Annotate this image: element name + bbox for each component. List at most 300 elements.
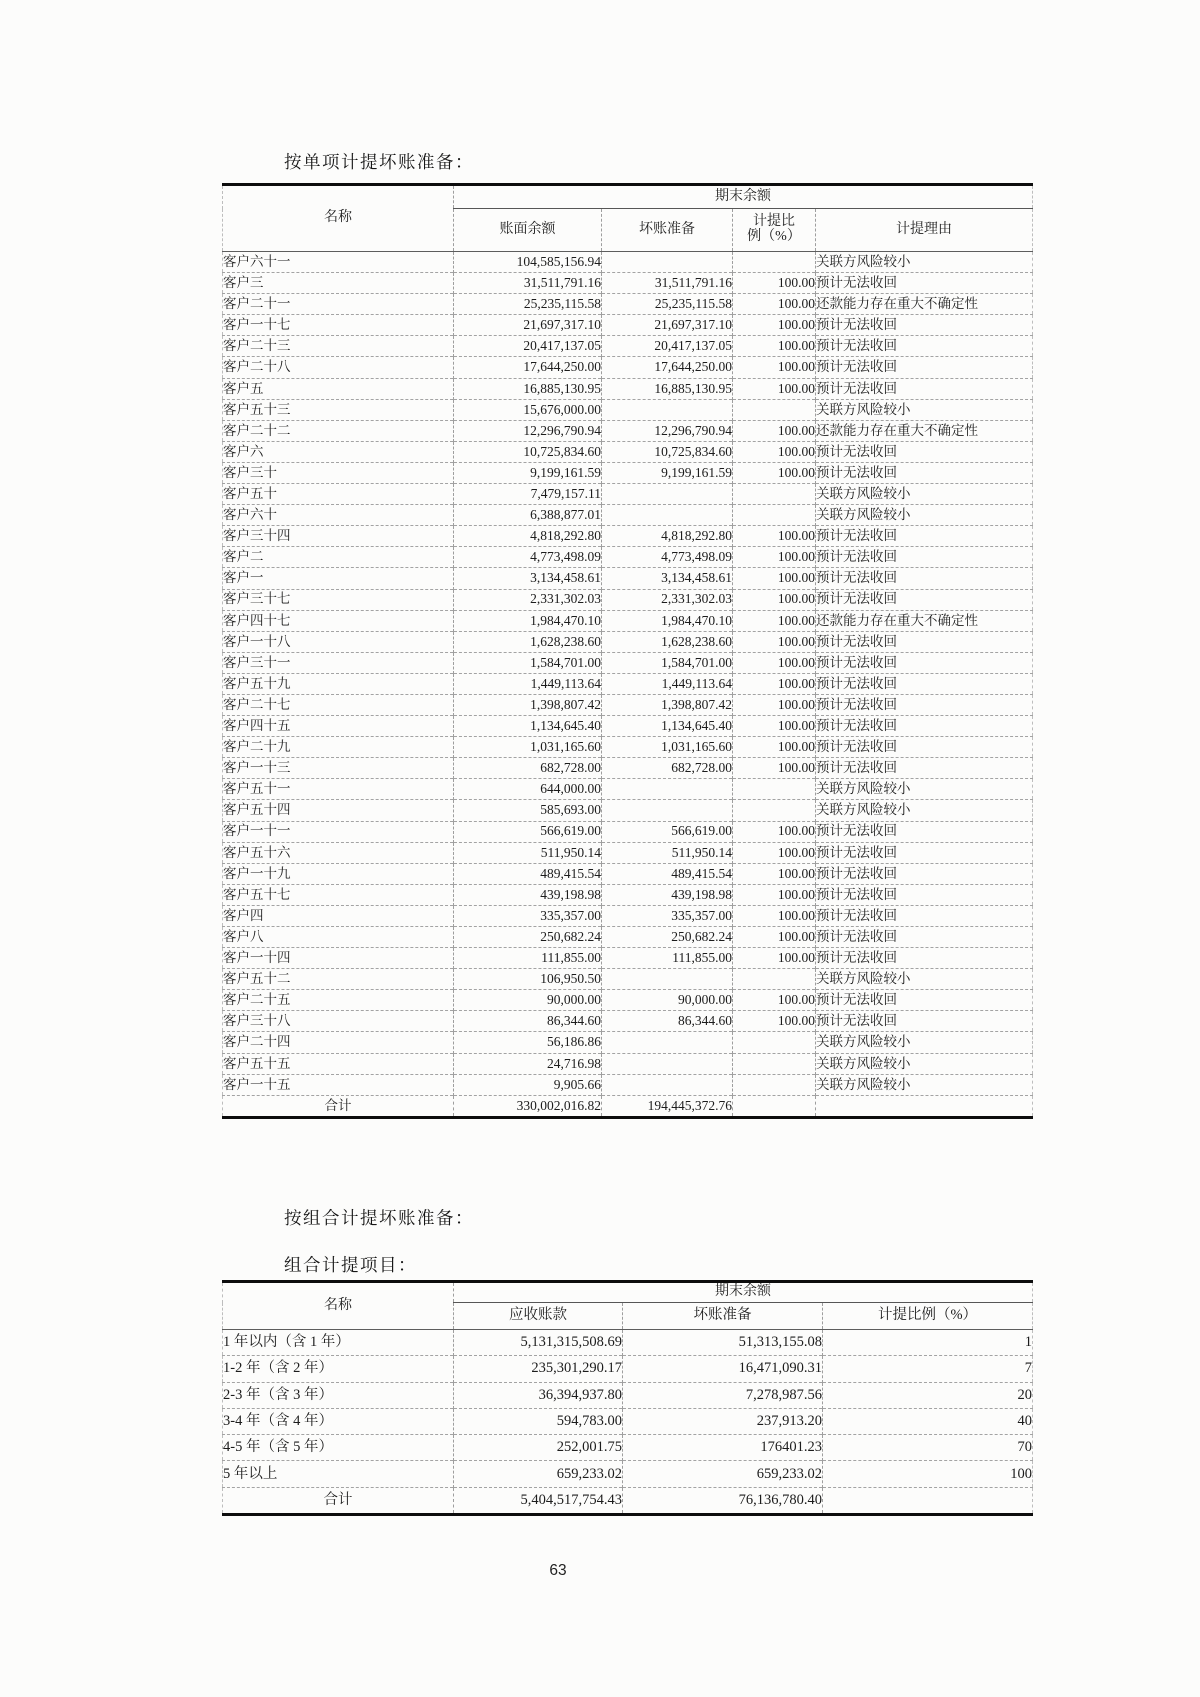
book-balance-cell: 3,134,458.61 bbox=[454, 568, 602, 589]
accounts-receivable-cell: 594,783.00 bbox=[454, 1408, 623, 1434]
bad-debt-provision-cell: 7,278,987.56 bbox=[623, 1382, 823, 1408]
provision-ratio-cell: 100.00 bbox=[733, 378, 816, 399]
provision-reason-cell: 预计无法收回 bbox=[816, 526, 1033, 547]
customer-name-cell: 客户二十五 bbox=[223, 990, 454, 1011]
table-row bbox=[223, 589, 1033, 610]
table-row bbox=[223, 969, 1033, 990]
table-row bbox=[223, 1408, 1033, 1434]
provision-reason-cell: 预计无法收回 bbox=[816, 336, 1033, 357]
table-row bbox=[223, 273, 1033, 294]
bad-debt-provision-cell: 1,628,238.60 bbox=[602, 631, 733, 652]
customer-name-cell: 客户五十三 bbox=[223, 399, 454, 420]
table-row bbox=[223, 863, 1033, 884]
section2-heading: 按组合计提坏账准备： bbox=[284, 1208, 474, 1228]
provision-ratio-cell: 100.00 bbox=[733, 420, 816, 441]
bad-debt-provision-cell: 1,398,807.42 bbox=[602, 694, 733, 715]
col-header-bad-debt: 坏账准备 bbox=[602, 209, 733, 252]
provision-reason-cell: 预计无法收回 bbox=[816, 990, 1033, 1011]
aging-bucket-cell: 4-5 年（含 5 年） bbox=[223, 1435, 454, 1461]
provision-ratio-cell: 100.00 bbox=[733, 526, 816, 547]
provision-reason-cell: 关联方风险较小 bbox=[816, 484, 1033, 505]
table-row bbox=[223, 694, 1033, 715]
customer-name-cell: 客户四十五 bbox=[223, 716, 454, 737]
bad-debt-provision-cell: 12,296,790.94 bbox=[602, 420, 733, 441]
book-balance-cell: 111,855.00 bbox=[454, 948, 602, 969]
provision-ratio-cell: 100.00 bbox=[733, 589, 816, 610]
provision-reason-cell: 预计无法收回 bbox=[816, 568, 1033, 589]
table2-total-row bbox=[223, 1487, 1033, 1514]
table-row bbox=[223, 948, 1033, 969]
table-row bbox=[223, 884, 1033, 905]
book-balance-cell: 1,628,238.60 bbox=[454, 631, 602, 652]
provision-reason-cell: 预计无法收回 bbox=[816, 863, 1033, 884]
provision-reason-cell: 还款能力存在重大不确定性 bbox=[816, 294, 1033, 315]
table-row bbox=[223, 990, 1033, 1011]
customer-name-cell: 客户六十 bbox=[223, 505, 454, 526]
customer-name-cell: 客户五 bbox=[223, 378, 454, 399]
bad-debt-provision-cell: 1,031,165.60 bbox=[602, 737, 733, 758]
provision-reason-cell: 预计无法收回 bbox=[816, 462, 1033, 483]
provision-ratio-cell: 100.00 bbox=[733, 294, 816, 315]
aging-bucket-cell: 1-2 年（含 2 年） bbox=[223, 1356, 454, 1382]
table-row bbox=[223, 758, 1033, 779]
provision-ratio-cell: 100.00 bbox=[733, 694, 816, 715]
customer-name-cell: 客户二 bbox=[223, 547, 454, 568]
bad-debt-provision-cell: 1,449,113.64 bbox=[602, 673, 733, 694]
table-row bbox=[223, 484, 1033, 505]
provision-reason-cell: 预计无法收回 bbox=[816, 357, 1033, 378]
provision-reason-cell: 预计无法收回 bbox=[816, 737, 1033, 758]
provision-reason-cell: 预计无法收回 bbox=[816, 716, 1033, 737]
provision-ratio-cell bbox=[733, 252, 816, 273]
provision-ratio-cell: 100 bbox=[823, 1461, 1033, 1487]
provision-ratio-cell: 100.00 bbox=[733, 716, 816, 737]
bad-debt-provision-cell: 9,199,161.59 bbox=[602, 462, 733, 483]
provision-reason-cell: 预计无法收回 bbox=[816, 547, 1033, 568]
customer-name-cell: 客户三 bbox=[223, 273, 454, 294]
book-balance-cell: 25,235,115.58 bbox=[454, 294, 602, 315]
col-header-book-balance: 账面余额 bbox=[454, 209, 602, 252]
provision-reason-cell: 预计无法收回 bbox=[816, 652, 1033, 673]
provision-ratio-cell: 100.00 bbox=[733, 357, 816, 378]
customer-name-cell: 客户二十七 bbox=[223, 694, 454, 715]
book-balance-cell: 15,676,000.00 bbox=[454, 399, 602, 420]
provision-ratio-cell: 100.00 bbox=[733, 610, 816, 631]
customer-name-cell: 客户二十九 bbox=[223, 737, 454, 758]
book-balance-cell: 644,000.00 bbox=[454, 779, 602, 800]
book-balance-cell: 12,296,790.94 bbox=[454, 420, 602, 441]
book-balance-cell: 104,585,156.94 bbox=[454, 252, 602, 273]
total-label-cell: 合计 bbox=[223, 1095, 454, 1117]
book-balance-cell: 489,415.54 bbox=[454, 863, 602, 884]
customer-name-cell: 客户一十八 bbox=[223, 631, 454, 652]
provision-ratio-cell: 100.00 bbox=[733, 884, 816, 905]
provision-reason-cell: 预计无法收回 bbox=[816, 884, 1033, 905]
bad-debt-provision-cell: 566,619.00 bbox=[602, 821, 733, 842]
customer-name-cell: 客户五十七 bbox=[223, 884, 454, 905]
provision-reason-cell: 预计无法收回 bbox=[816, 905, 1033, 926]
customer-name-cell: 客户二十三 bbox=[223, 336, 454, 357]
table-row bbox=[223, 399, 1033, 420]
col-header-provision-reason: 计提理由 bbox=[816, 209, 1033, 252]
bad-debt-provision-cell: 250,682.24 bbox=[602, 927, 733, 948]
provision-reason-cell: 预计无法收回 bbox=[816, 758, 1033, 779]
table-row bbox=[223, 1074, 1033, 1095]
provision-ratio-cell bbox=[733, 1074, 816, 1095]
bad-debt-provision-cell: 1,584,701.00 bbox=[602, 652, 733, 673]
table-row bbox=[223, 462, 1033, 483]
table-row bbox=[223, 737, 1033, 758]
bad-debt-provision-cell: 176401.23 bbox=[623, 1435, 823, 1461]
table-row bbox=[223, 821, 1033, 842]
table-row bbox=[223, 568, 1033, 589]
book-balance-cell: 250,682.24 bbox=[454, 927, 602, 948]
table-row bbox=[223, 1330, 1033, 1356]
bad-debt-provision-cell bbox=[602, 1074, 733, 1095]
provision-ratio-cell bbox=[733, 399, 816, 420]
book-balance-cell: 20,417,137.05 bbox=[454, 336, 602, 357]
customer-name-cell: 客户二十一 bbox=[223, 294, 454, 315]
aging-bucket-cell: 3-4 年（含 4 年） bbox=[223, 1408, 454, 1434]
provision-reason-cell: 预计无法收回 bbox=[816, 589, 1033, 610]
provision-reason-cell: 预计无法收回 bbox=[816, 631, 1033, 652]
customer-name-cell: 客户三十七 bbox=[223, 589, 454, 610]
provision-ratio-cell: 100.00 bbox=[733, 905, 816, 926]
customer-name-cell: 客户二十四 bbox=[223, 1032, 454, 1053]
table-row bbox=[223, 1382, 1033, 1408]
bad-debt-provision-cell: 10,725,834.60 bbox=[602, 441, 733, 462]
aging-bucket-cell: 2-3 年（含 3 年） bbox=[223, 1382, 454, 1408]
book-balance-cell: 335,357.00 bbox=[454, 905, 602, 926]
provision-reason-cell: 预计无法收回 bbox=[816, 927, 1033, 948]
book-balance-cell: 86,344.60 bbox=[454, 1011, 602, 1032]
total-receivable-cell: 5,404,517,754.43 bbox=[454, 1487, 623, 1514]
customer-name-cell: 客户五十五 bbox=[223, 1053, 454, 1074]
total-bad-debt-cell2: 76,136,780.40 bbox=[623, 1487, 823, 1514]
table-row bbox=[223, 336, 1033, 357]
table-row bbox=[223, 526, 1033, 547]
portfolio-provision-table bbox=[222, 1280, 1033, 1516]
provision-reason-cell: 预计无法收回 bbox=[816, 821, 1033, 842]
customer-name-cell: 客户八 bbox=[223, 927, 454, 948]
provision-ratio-cell: 100.00 bbox=[733, 631, 816, 652]
customer-name-cell: 客户三十一 bbox=[223, 652, 454, 673]
customer-name-cell: 客户三十四 bbox=[223, 526, 454, 547]
provision-reason-cell: 关联方风险较小 bbox=[816, 969, 1033, 990]
table-row bbox=[223, 357, 1033, 378]
customer-name-cell: 客户一十九 bbox=[223, 863, 454, 884]
col-header-provision-ratio bbox=[733, 209, 816, 252]
total-book-balance-cell: 330,002,016.82 bbox=[454, 1095, 602, 1117]
customer-name-cell: 客户二十八 bbox=[223, 357, 454, 378]
provision-reason-cell: 预计无法收回 bbox=[816, 842, 1033, 863]
provision-reason-cell: 预计无法收回 bbox=[816, 1011, 1033, 1032]
table-row bbox=[223, 505, 1033, 526]
customer-name-cell: 客户五十九 bbox=[223, 673, 454, 694]
table-row bbox=[223, 610, 1033, 631]
bad-debt-provision-cell: 16,471,090.31 bbox=[623, 1356, 823, 1382]
provision-ratio-cell: 100.00 bbox=[733, 547, 816, 568]
provision-reason-cell: 关联方风险较小 bbox=[816, 505, 1033, 526]
book-balance-cell: 21,697,317.10 bbox=[454, 315, 602, 336]
provision-ratio-cell bbox=[733, 484, 816, 505]
bad-debt-provision-cell: 1,984,470.10 bbox=[602, 610, 733, 631]
provision-reason-cell: 还款能力存在重大不确定性 bbox=[816, 610, 1033, 631]
table-row bbox=[223, 1356, 1033, 1382]
book-balance-cell: 90,000.00 bbox=[454, 990, 602, 1011]
provision-reason-cell: 关联方风险较小 bbox=[816, 1053, 1033, 1074]
book-balance-cell: 7,479,157.11 bbox=[454, 484, 602, 505]
bad-debt-provision-cell bbox=[602, 800, 733, 821]
customer-name-cell: 客户三十 bbox=[223, 462, 454, 483]
aging-bucket-cell: 5 年以上 bbox=[223, 1461, 454, 1487]
provision-ratio-cell: 100.00 bbox=[733, 568, 816, 589]
col-header-period-balance: 期末余额 bbox=[454, 185, 1033, 209]
bad-debt-provision-cell: 31,511,791.16 bbox=[602, 273, 733, 294]
bad-debt-provision-cell: 4,773,498.09 bbox=[602, 547, 733, 568]
customer-name-cell: 客户四 bbox=[223, 905, 454, 926]
table-row bbox=[223, 716, 1033, 737]
bad-debt-provision-cell: 2,331,302.03 bbox=[602, 589, 733, 610]
customer-name-cell: 客户一十三 bbox=[223, 758, 454, 779]
book-balance-cell: 4,773,498.09 bbox=[454, 547, 602, 568]
bad-debt-provision-cell bbox=[602, 969, 733, 990]
provision-reason-cell: 关联方风险较小 bbox=[816, 399, 1033, 420]
book-balance-cell: 16,885,130.95 bbox=[454, 378, 602, 399]
table-row bbox=[223, 779, 1033, 800]
bad-debt-provision-cell: 682,728.00 bbox=[602, 758, 733, 779]
book-balance-cell: 585,693.00 bbox=[454, 800, 602, 821]
table-row bbox=[223, 1461, 1033, 1487]
provision-ratio-cell: 100.00 bbox=[733, 441, 816, 462]
table-row bbox=[223, 927, 1033, 948]
provision-ratio-cell: 100.00 bbox=[733, 990, 816, 1011]
bad-debt-provision-cell: 20,417,137.05 bbox=[602, 336, 733, 357]
section1-heading: 按单项计提坏账准备： bbox=[284, 152, 474, 172]
table-row bbox=[223, 1011, 1033, 1032]
provision-ratio-cell: 100.00 bbox=[733, 737, 816, 758]
provision-reason-cell: 关联方风险较小 bbox=[816, 800, 1033, 821]
table-row bbox=[223, 441, 1033, 462]
total-ratio-cell bbox=[733, 1095, 816, 1117]
provision-reason-cell: 关联方风险较小 bbox=[816, 1032, 1033, 1053]
table1-total-row bbox=[223, 1095, 1033, 1117]
book-balance-cell: 2,331,302.03 bbox=[454, 589, 602, 610]
bad-debt-provision-cell: 16,885,130.95 bbox=[602, 378, 733, 399]
provision-ratio-cell: 100.00 bbox=[733, 315, 816, 336]
table1-body bbox=[223, 252, 1033, 1096]
bad-debt-provision-cell bbox=[602, 505, 733, 526]
customer-name-cell: 客户一十一 bbox=[223, 821, 454, 842]
table-row bbox=[223, 294, 1033, 315]
book-balance-cell: 106,950.50 bbox=[454, 969, 602, 990]
provision-reason-cell: 预计无法收回 bbox=[816, 673, 1033, 694]
provision-ratio-cell: 100.00 bbox=[733, 842, 816, 863]
customer-name-cell: 客户六十一 bbox=[223, 252, 454, 273]
book-balance-cell: 4,818,292.80 bbox=[454, 526, 602, 547]
book-balance-cell: 1,031,165.60 bbox=[454, 737, 602, 758]
bad-debt-provision-cell bbox=[602, 399, 733, 420]
col-header-name: 名称 bbox=[324, 210, 352, 226]
book-balance-cell: 1,134,645.40 bbox=[454, 716, 602, 737]
provision-reason-cell: 预计无法收回 bbox=[816, 315, 1033, 336]
page-number: 63 bbox=[549, 1562, 567, 1579]
bad-debt-provision-cell: 86,344.60 bbox=[602, 1011, 733, 1032]
provision-ratio-cell bbox=[733, 779, 816, 800]
table-row bbox=[223, 420, 1033, 441]
book-balance-cell: 17,644,250.00 bbox=[454, 357, 602, 378]
table-row bbox=[223, 652, 1033, 673]
bad-debt-provision-cell bbox=[602, 1053, 733, 1074]
customer-name-cell: 客户五十一 bbox=[223, 779, 454, 800]
customer-name-cell: 客户五十 bbox=[223, 484, 454, 505]
section2-subheading: 组合计提项目： bbox=[284, 1255, 417, 1275]
bad-debt-provision-cell: 25,235,115.58 bbox=[602, 294, 733, 315]
provision-reason-cell: 还款能力存在重大不确定性 bbox=[816, 420, 1033, 441]
book-balance-cell: 1,984,470.10 bbox=[454, 610, 602, 631]
bad-debt-provision-cell bbox=[602, 484, 733, 505]
book-balance-cell: 439,198.98 bbox=[454, 884, 602, 905]
bad-debt-provision-cell: 659,233.02 bbox=[623, 1461, 823, 1487]
col-header-provision-ratio2: 计提比例（%） bbox=[823, 1303, 1033, 1330]
table-row bbox=[223, 547, 1033, 568]
provision-ratio-cell: 100.00 bbox=[733, 927, 816, 948]
table2-body bbox=[223, 1330, 1033, 1488]
customer-name-cell: 客户五十六 bbox=[223, 842, 454, 863]
table-row bbox=[223, 631, 1033, 652]
table-row bbox=[223, 673, 1033, 694]
provision-reason-cell: 关联方风险较小 bbox=[816, 1074, 1033, 1095]
customer-name-cell: 客户一十五 bbox=[223, 1074, 454, 1095]
table-row bbox=[223, 800, 1033, 821]
provision-ratio-cell: 100.00 bbox=[733, 652, 816, 673]
customer-name-cell: 客户一十四 bbox=[223, 948, 454, 969]
bad-debt-provision-cell: 90,000.00 bbox=[602, 990, 733, 1011]
aging-bucket-cell: 1 年以内（含 1 年） bbox=[223, 1330, 454, 1356]
provision-reason-cell: 预计无法收回 bbox=[816, 441, 1033, 462]
customer-name-cell: 客户五十四 bbox=[223, 800, 454, 821]
provision-ratio-cell: 100.00 bbox=[733, 673, 816, 694]
accounts-receivable-cell: 659,233.02 bbox=[454, 1461, 623, 1487]
bad-debt-provision-cell: 4,818,292.80 bbox=[602, 526, 733, 547]
book-balance-cell: 10,725,834.60 bbox=[454, 441, 602, 462]
book-balance-cell: 9,905.66 bbox=[454, 1074, 602, 1095]
total-bad-debt-cell: 194,445,372.76 bbox=[602, 1095, 733, 1117]
provision-reason-cell: 关联方风险较小 bbox=[816, 252, 1033, 273]
provision-ratio-cell: 100.00 bbox=[733, 462, 816, 483]
accounts-receivable-cell: 36,394,937.80 bbox=[454, 1382, 623, 1408]
bad-debt-provision-cell: 335,357.00 bbox=[602, 905, 733, 926]
provision-ratio-cell: 100.00 bbox=[733, 1011, 816, 1032]
table-row bbox=[223, 905, 1033, 926]
provision-ratio-cell: 100.00 bbox=[733, 336, 816, 357]
provision-ratio-cell: 100.00 bbox=[733, 948, 816, 969]
bad-debt-provision-cell bbox=[602, 779, 733, 800]
table-row bbox=[223, 315, 1033, 336]
accounts-receivable-cell: 5,131,315,508.69 bbox=[454, 1330, 623, 1356]
customer-name-cell: 客户二十二 bbox=[223, 420, 454, 441]
provision-ratio-cell bbox=[733, 800, 816, 821]
table-row bbox=[223, 842, 1033, 863]
col-header-bad-debt2: 坏账准备 bbox=[623, 1303, 823, 1330]
provision-ratio-cell: 100.00 bbox=[733, 758, 816, 779]
col-header-accounts-receivable: 应收账款 bbox=[454, 1303, 623, 1330]
customer-name-cell: 客户五十二 bbox=[223, 969, 454, 990]
ratio-header-line2: 例（%） bbox=[747, 229, 801, 244]
table1-header bbox=[223, 185, 1033, 252]
bad-debt-provision-cell: 439,198.98 bbox=[602, 884, 733, 905]
accounts-receivable-cell: 235,301,290.17 bbox=[454, 1356, 623, 1382]
bad-debt-provision-cell bbox=[602, 252, 733, 273]
provision-ratio-cell: 7 bbox=[823, 1356, 1033, 1382]
provision-reason-cell: 预计无法收回 bbox=[816, 694, 1033, 715]
bad-debt-provision-cell: 21,697,317.10 bbox=[602, 315, 733, 336]
total-reason-cell bbox=[816, 1095, 1033, 1117]
provision-ratio-cell: 100.00 bbox=[733, 821, 816, 842]
bad-debt-provision-cell: 111,855.00 bbox=[602, 948, 733, 969]
provision-ratio-cell: 40 bbox=[823, 1408, 1033, 1434]
total-label-cell2: 合计 bbox=[223, 1487, 454, 1514]
book-balance-cell: 31,511,791.16 bbox=[454, 273, 602, 294]
book-balance-cell: 1,584,701.00 bbox=[454, 652, 602, 673]
col-header-name2: 名称 bbox=[324, 1297, 352, 1313]
provision-ratio-cell: 20 bbox=[823, 1382, 1033, 1408]
provision-ratio-cell: 100.00 bbox=[733, 273, 816, 294]
customer-name-cell: 客户一 bbox=[223, 568, 454, 589]
bad-debt-provision-cell bbox=[602, 1032, 733, 1053]
table-row bbox=[223, 1053, 1033, 1074]
provision-ratio-cell: 100.00 bbox=[733, 863, 816, 884]
bad-debt-provision-cell: 511,950.14 bbox=[602, 842, 733, 863]
customer-name-cell: 客户三十八 bbox=[223, 1011, 454, 1032]
table2-header bbox=[223, 1282, 1033, 1330]
book-balance-cell: 56,186.86 bbox=[454, 1032, 602, 1053]
bad-debt-provision-cell: 51,313,155.08 bbox=[623, 1330, 823, 1356]
bad-debt-provision-cell: 3,134,458.61 bbox=[602, 568, 733, 589]
individual-provision-table bbox=[222, 183, 1033, 1119]
provision-ratio-cell: 70 bbox=[823, 1435, 1033, 1461]
provision-reason-cell: 预计无法收回 bbox=[816, 273, 1033, 294]
provision-ratio-cell bbox=[733, 1053, 816, 1074]
book-balance-cell: 566,619.00 bbox=[454, 821, 602, 842]
provision-ratio-cell: 1 bbox=[823, 1330, 1033, 1356]
provision-ratio-cell bbox=[733, 505, 816, 526]
provision-ratio-cell bbox=[733, 1032, 816, 1053]
col-header-period-balance2: 期末余额 bbox=[454, 1282, 1033, 1303]
bad-debt-provision-cell: 17,644,250.00 bbox=[602, 357, 733, 378]
table-row bbox=[223, 252, 1033, 273]
book-balance-cell: 9,199,161.59 bbox=[454, 462, 602, 483]
book-balance-cell: 682,728.00 bbox=[454, 758, 602, 779]
bad-debt-provision-cell: 1,134,645.40 bbox=[602, 716, 733, 737]
book-balance-cell: 24,716.98 bbox=[454, 1053, 602, 1074]
provision-reason-cell: 预计无法收回 bbox=[816, 378, 1033, 399]
provision-ratio-cell bbox=[733, 969, 816, 990]
provision-reason-cell: 关联方风险较小 bbox=[816, 779, 1033, 800]
table-row bbox=[223, 378, 1033, 399]
table-row bbox=[223, 1032, 1033, 1053]
customer-name-cell: 客户四十七 bbox=[223, 610, 454, 631]
book-balance-cell: 511,950.14 bbox=[454, 842, 602, 863]
customer-name-cell: 客户六 bbox=[223, 441, 454, 462]
provision-reason-cell: 预计无法收回 bbox=[816, 948, 1033, 969]
book-balance-cell: 1,398,807.42 bbox=[454, 694, 602, 715]
book-balance-cell: 1,449,113.64 bbox=[454, 673, 602, 694]
table-row bbox=[223, 1435, 1033, 1461]
book-balance-cell: 6,388,877.01 bbox=[454, 505, 602, 526]
customer-name-cell: 客户一十七 bbox=[223, 315, 454, 336]
bad-debt-provision-cell: 237,913.20 bbox=[623, 1408, 823, 1434]
